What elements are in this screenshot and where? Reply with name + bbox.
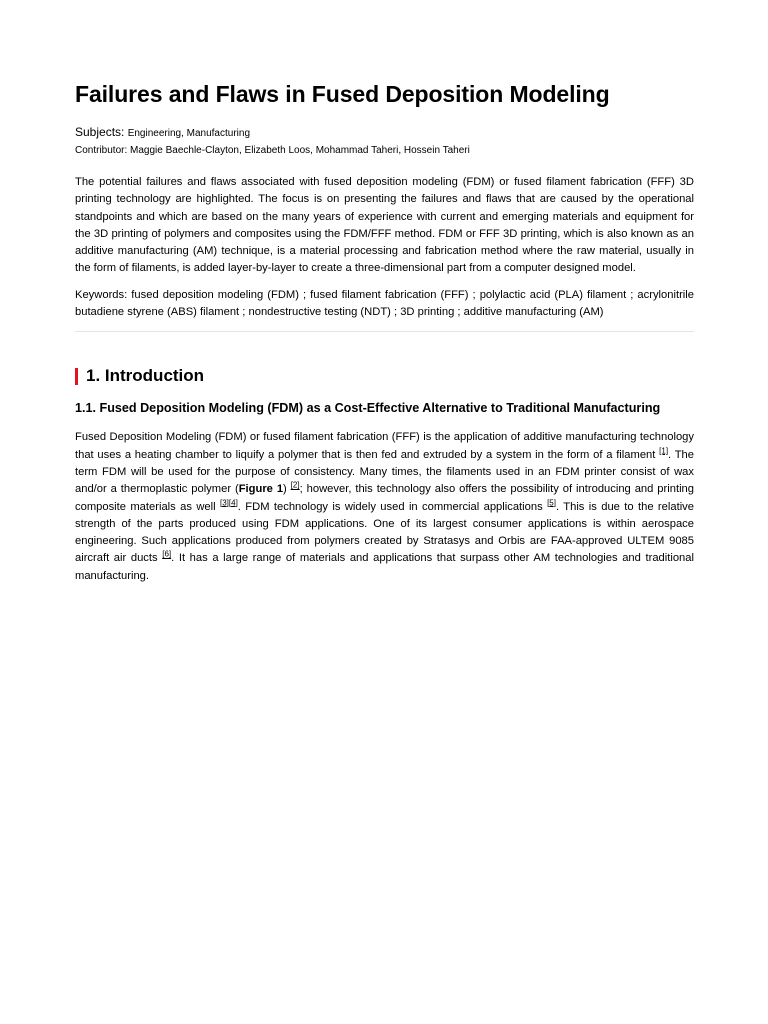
section-divider [75, 331, 694, 332]
section-heading [75, 366, 694, 386]
paragraph-text: . It has a large range of materials and applications that surpass other AM technologies and traditional manufacturing. [75, 552, 694, 582]
abstract-paragraph: The potential failures and flaws associated with fused deposition modeling (FDM) or fused filament fabrication (FFF) 3D printing technology are highlighted. The focus is on presenting the failures and flaws that are caused by the operational standpoints and which are based on the many years of experience with current and emerging materials and equipment for the 3D printing of polymers and composites using the FDM/FFF method. FDM or FFF 3D printing, which is also known as an additive manufacturing (AM) technique, is a material processing and fabrication method where the raw material, usually in the form of filaments, is added layer-by-layer to create a three-dimensional part from a computer designed model. [75, 176, 694, 275]
intro-paragraph [75, 429, 694, 585]
keywords-label: Keywords: [75, 288, 128, 301]
section-title: 1. Introduction [86, 366, 205, 386]
paragraph-text: . This is due to the relative strength of the parts produced using FDM applications. One of its largest consumer applications is within aerospace engineering. Such applications produced from polymers created by Stratasys and Orbis are FAA-approved ULTEM 9085 aircraft air ducts [75, 500, 694, 565]
subjects-value[interactable]: Engineering, Manufacturing [127, 128, 251, 139]
paragraph-text: ; however, this technology also offers the possibility of introducing and printing composite materials as well [75, 483, 694, 513]
citation-link[interactable]: [4] [228, 497, 238, 507]
citation-link[interactable]: [6] [162, 549, 172, 559]
subjects-line [75, 124, 694, 142]
citation-link[interactable]: [1] [659, 445, 669, 455]
subjects-label: Subjects: [75, 125, 125, 139]
citation-link[interactable]: [3] [219, 497, 229, 507]
subsection-title: 1.1. Fused Deposition Modeling (FDM) as a Cost-Effective Alternative to Traditional Manufacturing [75, 401, 661, 416]
citation-link[interactable]: [2] [290, 480, 300, 490]
contributor-names: Maggie Baechle-Clayton, Elizabeth Loos, Mohammad Taheri, Hossein Taheri [130, 145, 470, 156]
article-content [75, 79, 694, 585]
contributors-line [75, 144, 694, 158]
figure-reference[interactable]: Figure 1 [238, 483, 284, 496]
paragraph-text: Fused Deposition Modeling (FDM) or fused filament fabrication (FFF) is the application of additive manufacturing technology that uses a heating chamber to liquify a polymer that is then fed and extruded by a system in the form of a filament [75, 431, 694, 461]
paragraph-text: . FDM technology is widely used in commercial applications [237, 500, 548, 513]
paragraph-text: ) [283, 483, 291, 496]
citation-link[interactable]: [5] [547, 497, 556, 507]
contributor-label: Contributor: [75, 145, 128, 156]
keywords-value: fused deposition modeling (FDM) ; fused filament fabrication (FFF) ; polylactic acid (PLA) filament ; acrylonitrile butadiene styrene (ABS) filament ; nondestructive testing (NDT) ; 3D printing ; additive manufacturing (AM) [75, 288, 694, 319]
section-accent-bar [75, 368, 78, 385]
paragraph-text: . The term FDM will be used for the purpose of consistency. Many times, the filaments used in an FDM printer consist of wax and/or a thermoplastic polymer ( [75, 448, 694, 496]
article-title: Failures and Flaws in Fused Deposition Modeling [75, 81, 610, 107]
keywords-line [75, 287, 694, 322]
